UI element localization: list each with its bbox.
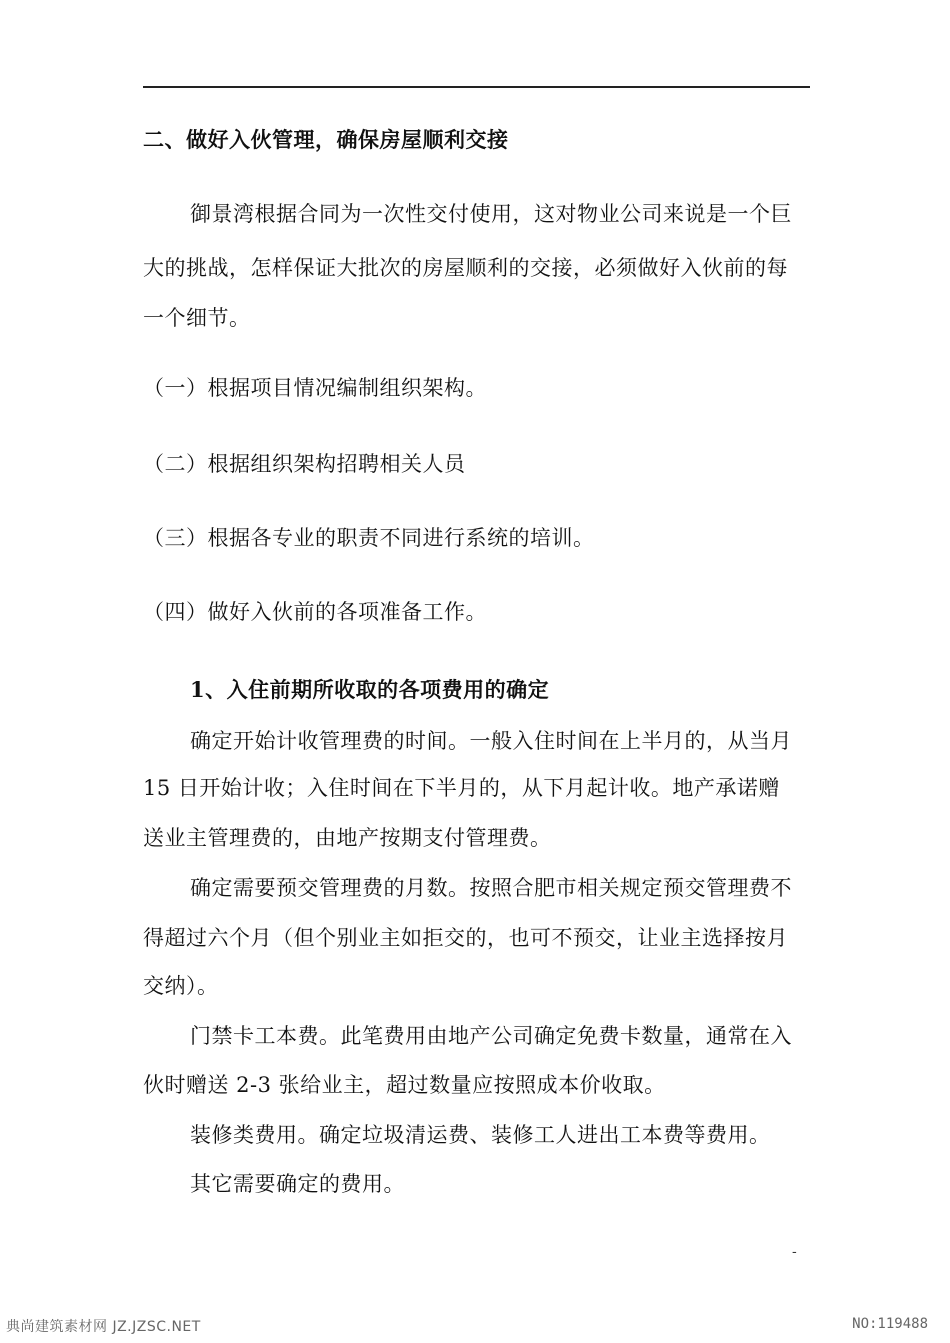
list-item-4: （四）做好入伙前的各项准备工作。 xyxy=(143,600,487,624)
para3-line-2: 伙时赠送 2-3 张给业主，超过数量应按照成本价收取。 xyxy=(143,1073,666,1097)
section-heading: 二、做好入伙管理，确保房屋顺利交接 xyxy=(143,127,509,152)
intro-line-3: 一个细节。 xyxy=(143,306,251,330)
para4-line: 装修类费用。确定垃圾清运费、装修工人进出工本费等费用。 xyxy=(190,1123,771,1147)
para2-line-3: 交纳）。 xyxy=(143,974,219,998)
intro-line-1: 御景湾根据合同为一次性交付使用，这对物业公司来说是一个巨 xyxy=(190,202,792,226)
para1-line-2: 15 日开始计收；入住时间在下半月的，从下月起计收。地产承诺赠 xyxy=(143,776,780,800)
para2-line-2: 得超过六个月（但个别业主如拒交的，也可不预交，让业主选择按月 xyxy=(143,926,788,950)
list-item-2: （二）根据组织架构招聘相关人员 xyxy=(143,452,466,476)
footer-document-number: NO:119488 xyxy=(852,1316,928,1332)
para3-line-1: 门禁卡工本费。此笔费用由地产公司确定免费卡数量，通常在入 xyxy=(190,1024,792,1048)
header-rule xyxy=(143,86,810,88)
list-item-1: （一）根据项目情况编制组织架构。 xyxy=(143,376,487,400)
para2-line-1: 确定需要预交管理费的月数。按照合肥市相关规定预交管理费不 xyxy=(190,876,792,900)
page-mark: - xyxy=(792,1244,797,1260)
para1-line-3: 送业主管理费的，由地产按期支付管理费。 xyxy=(143,826,552,850)
para5-line: 其它需要确定的费用。 xyxy=(190,1172,405,1196)
intro-line-2: 大的挑战，怎样保证大批次的房屋顺利的交接，必须做好入伙前的每 xyxy=(143,256,788,280)
list-item-3: （三）根据各专业的职责不同进行系统的培训。 xyxy=(143,526,595,550)
subheading: 1、入住前期所收取的各项费用的确定 xyxy=(190,677,550,702)
footer-watermark-left: 典尚建筑素材网 JZ.JZSC.NET xyxy=(6,1319,201,1335)
para1-line-1: 确定开始计收管理费的时间。一般入住时间在上半月的，从当月 xyxy=(190,729,792,753)
